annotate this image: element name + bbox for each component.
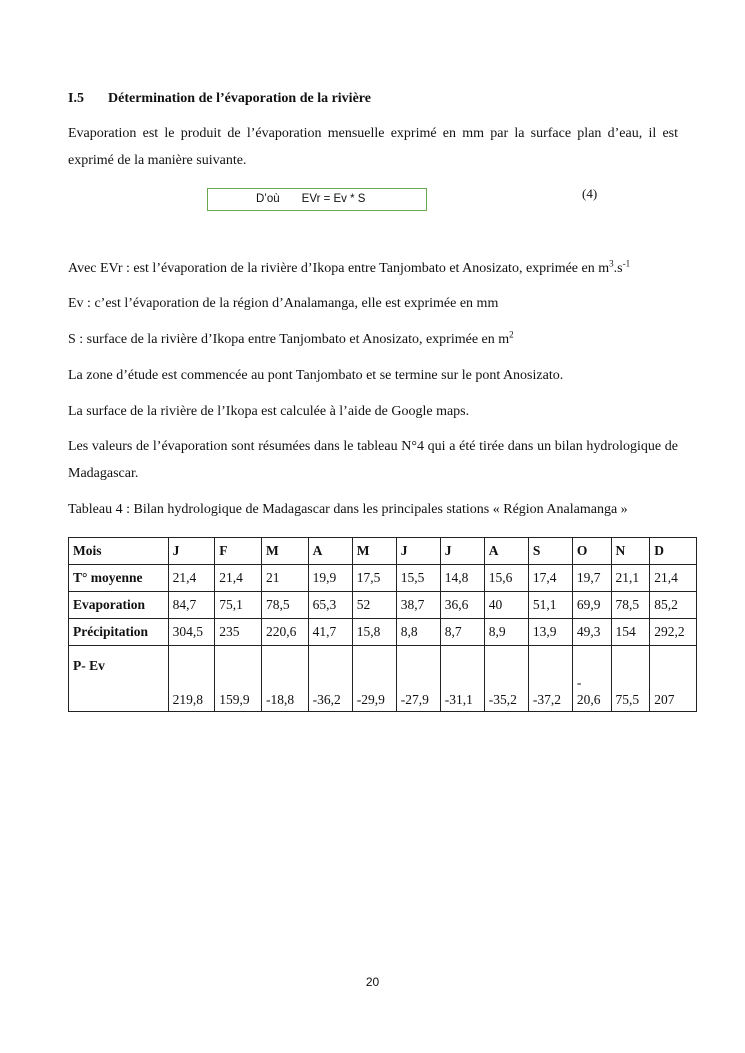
- table-header-month: O: [572, 538, 611, 565]
- table-cell: 17,4: [528, 565, 572, 592]
- table-cell: [650, 646, 697, 712]
- table-cell-value: -35,2: [488, 692, 517, 707]
- table-cell: 21,1: [611, 565, 650, 592]
- table-cell: 292,2: [650, 619, 697, 646]
- table-cell: 15,5: [396, 565, 440, 592]
- table-header-month: J: [168, 538, 215, 565]
- table-cell: 8,9: [484, 619, 528, 646]
- table-cell-value: -36,2: [312, 692, 341, 707]
- equation-number: (4): [582, 186, 598, 201]
- table-cell: 36,6: [440, 592, 484, 619]
- table-cell: 14,8: [440, 565, 484, 592]
- table-header-month: N: [611, 538, 650, 565]
- table-header-month: J: [396, 538, 440, 565]
- table-cell: 78,5: [261, 592, 308, 619]
- table-row-label: T° moyenne: [69, 565, 169, 592]
- table-row-label: Précipitation: [69, 619, 169, 646]
- formula-expression: EVr = Ev * S: [301, 193, 366, 205]
- table-cell: 65,3: [308, 592, 352, 619]
- table-header-month: A: [308, 538, 352, 565]
- table-header-month: A: [484, 538, 528, 565]
- paragraph-evaporation-values: Les valeurs de l’évaporation sont résumées dans le tableau N°4 qui a été tirée dans un bilan hydrologique de Madagascar.: [68, 439, 678, 481]
- section-number: I.5: [68, 91, 84, 106]
- table-cell-value: 20,6: [576, 692, 601, 707]
- definition-evr-text: Avec EVr : est l’évaporation de la rivière d’Ikopa entre Tanjombato et Anosizato, exprimée en m: [68, 261, 610, 276]
- table-cell: 85,2: [650, 592, 697, 619]
- table-cell: 19,9: [308, 565, 352, 592]
- definition-evr-exp2: -1: [622, 258, 631, 269]
- table-header-month: S: [528, 538, 572, 565]
- table-cell: 75,1: [215, 592, 262, 619]
- section-heading: [68, 91, 371, 107]
- table-cell: 220,6: [261, 619, 308, 646]
- table-header-month: D: [650, 538, 697, 565]
- table-cell: 21,4: [168, 565, 215, 592]
- page-number: 20: [365, 975, 380, 989]
- paragraph-study-zone: La zone d’étude est commencée au pont Tanjombato et se termine sur le pont Anosizato.: [68, 368, 564, 383]
- table-cell: [352, 646, 396, 712]
- table-cell: 49,3: [572, 619, 611, 646]
- table-cell: 15,6: [484, 565, 528, 592]
- definition-s: [68, 326, 678, 353]
- table-cell: 21,4: [650, 565, 697, 592]
- table-cell: 17,5: [352, 565, 396, 592]
- table-cell: [440, 646, 484, 712]
- table-cell-value: 207: [654, 692, 675, 707]
- table-cell: [528, 646, 572, 712]
- table-cell: 8,8: [396, 619, 440, 646]
- table-cell: [572, 646, 611, 712]
- table-header-month: F: [215, 538, 262, 565]
- formula-box: [207, 188, 427, 211]
- table-cell: 235: [215, 619, 262, 646]
- paragraph-surface: La surface de la rivière de l’Ikopa est calculée à l’aide de Google maps.: [68, 404, 470, 419]
- table-cell-value: -37,2: [532, 692, 561, 707]
- table-header-month: J: [440, 538, 484, 565]
- table-cell: [261, 646, 308, 712]
- table-header-label: Mois: [69, 538, 169, 565]
- table-row: [69, 565, 697, 592]
- formula-prefix: D’où: [256, 193, 280, 205]
- table-cell-value: -27,9: [400, 692, 429, 707]
- hydrology-table: [68, 537, 697, 712]
- table-cell: 154: [611, 619, 650, 646]
- table-cell-value: -29,9: [356, 692, 385, 707]
- definition-s-text: S : surface de la rivière d’Ikopa entre Tanjombato et Anosizato, exprimée en m: [68, 332, 510, 347]
- table-cell-value: 75,5: [615, 692, 640, 707]
- table-cell-value: 219,8: [172, 692, 203, 707]
- table-cell: 13,9: [528, 619, 572, 646]
- table-header-month: M: [352, 538, 396, 565]
- table-cell: 51,1: [528, 592, 572, 619]
- table-cell: 19,7: [572, 565, 611, 592]
- table-row: [69, 619, 697, 646]
- table-cell: [484, 646, 528, 712]
- table-header-row: [69, 538, 697, 565]
- table-cell: 21,4: [215, 565, 262, 592]
- table-cell: [396, 646, 440, 712]
- table-cell: 15,8: [352, 619, 396, 646]
- definition-ev: Ev : c’est l’évaporation de la région d’Analamanga, elle est exprimée en mm: [68, 296, 499, 311]
- definition-evr-unit: .s: [613, 261, 623, 276]
- definition-s-exp: 2: [509, 329, 514, 340]
- table-cell-value: 159,9: [219, 692, 250, 707]
- table-cell: [168, 646, 215, 712]
- table-row-label: Evaporation: [69, 592, 169, 619]
- definition-evr: [68, 255, 708, 282]
- wrapped-minus-sign: -: [576, 675, 582, 690]
- table-cell: 38,7: [396, 592, 440, 619]
- table-cell: 41,7: [308, 619, 352, 646]
- table-row: [69, 646, 697, 712]
- table-header-month: M: [261, 538, 308, 565]
- intro-paragraph: Evaporation est le produit de l’évaporation mensuelle exprimé en mm par la surface plan d’eau, il est exprimé de la manière suivante.: [68, 126, 678, 168]
- table-cell-value: -18,8: [265, 692, 295, 707]
- table-cell: 40: [484, 592, 528, 619]
- table-cell: [308, 646, 352, 712]
- table-cell: [611, 646, 650, 712]
- section-title: Détermination de l’évaporation de la rivière: [108, 91, 371, 106]
- table-cell: 69,9: [572, 592, 611, 619]
- table-cell-value: -31,1: [444, 692, 473, 707]
- table-cell: 78,5: [611, 592, 650, 619]
- table-cell: [215, 646, 262, 712]
- definition-evr-exp1: 3: [609, 258, 614, 269]
- table-caption: Tableau 4 : Bilan hydrologique de Madagascar dans les principales stations « Région Analamanga »: [68, 502, 628, 517]
- table-row-label: P- Ev: [69, 646, 169, 712]
- table-cell: 21: [261, 565, 308, 592]
- table-cell: 84,7: [168, 592, 215, 619]
- table-cell: 52: [352, 592, 396, 619]
- table-cell: 8,7: [440, 619, 484, 646]
- table-row: [69, 592, 697, 619]
- table-cell: 304,5: [168, 619, 215, 646]
